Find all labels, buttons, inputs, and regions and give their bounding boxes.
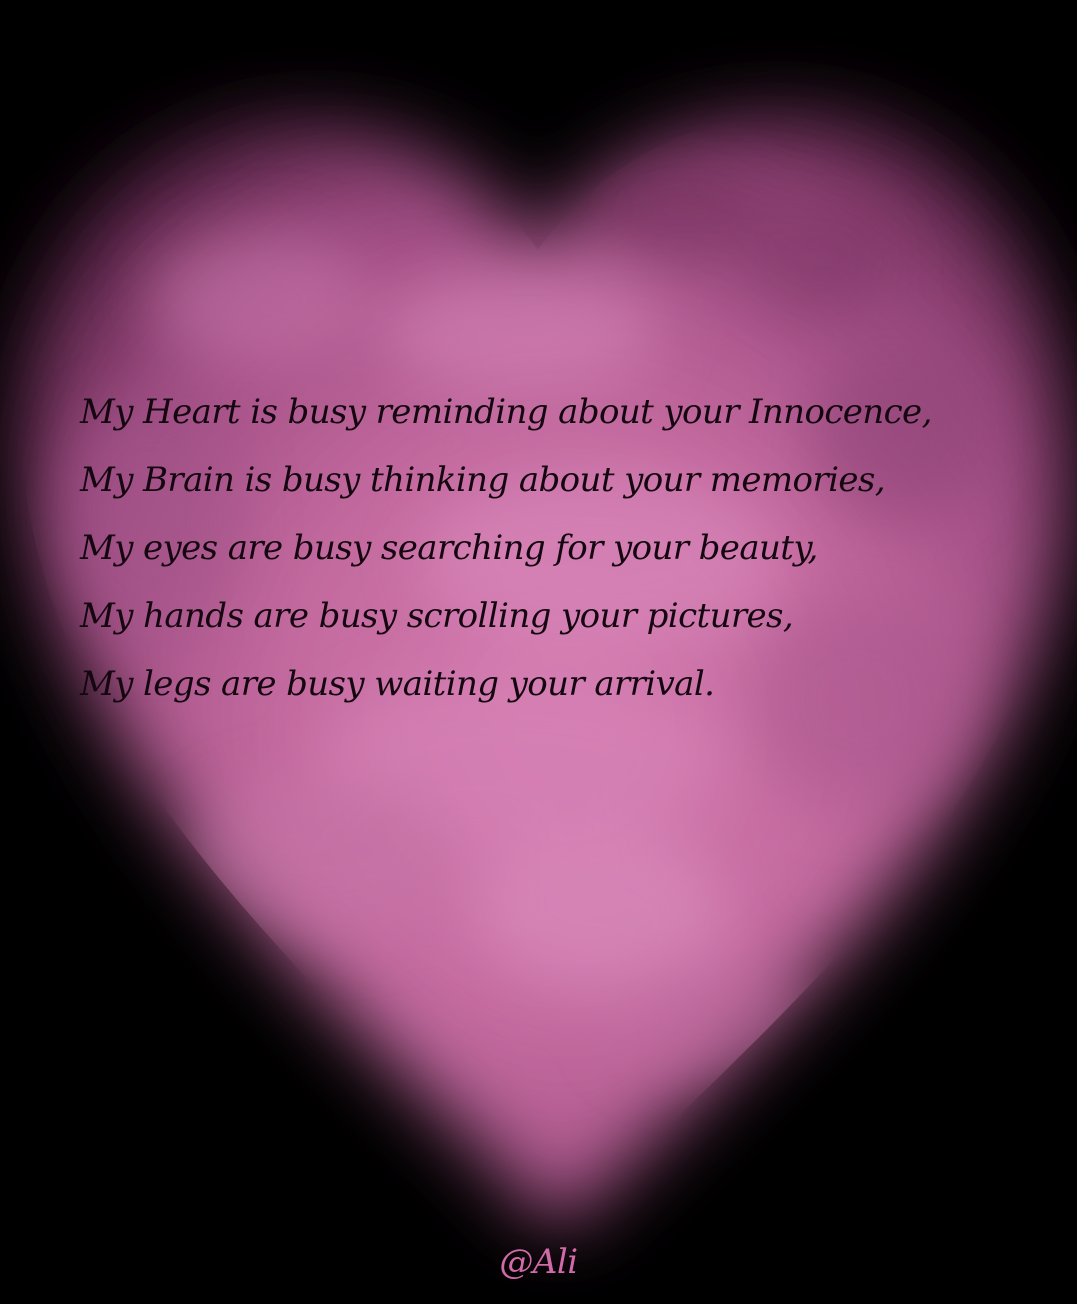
poem-line: My hands are busy scrolling your pictures,: [80, 596, 794, 636]
poem-line: My Brain is busy thinking about your memories,: [80, 460, 885, 500]
author-signature: @Ali: [499, 1242, 578, 1282]
poem-line: My eyes are busy searching for your beauty,: [80, 528, 818, 568]
poem-lines: [80, 378, 1040, 718]
poem-line: My legs are busy waiting your arrival.: [80, 664, 715, 704]
poem-line: My Heart is busy reminding about your Innocence,: [80, 392, 932, 432]
